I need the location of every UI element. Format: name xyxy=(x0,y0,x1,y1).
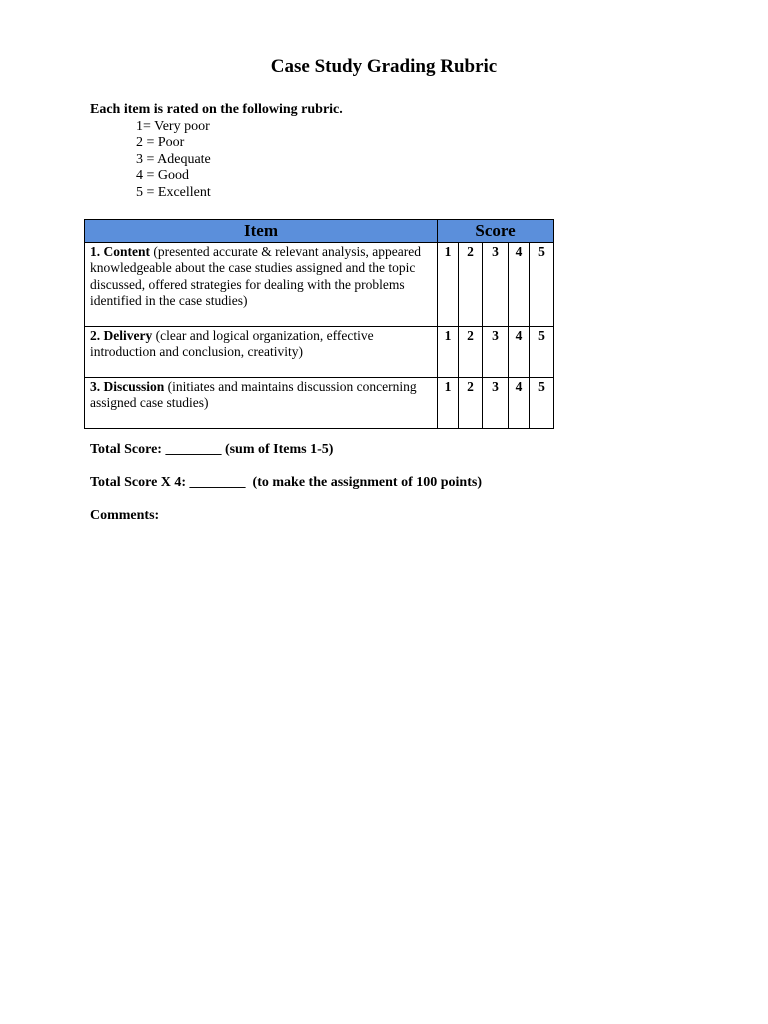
table-row xyxy=(85,378,554,429)
rubric-item-cell xyxy=(85,378,438,429)
rating-scale-item: 2 = Poor xyxy=(136,135,185,151)
score-cell: 5 xyxy=(530,378,554,429)
item-number: 2. xyxy=(90,328,101,343)
score-cell: 1 xyxy=(438,327,459,378)
item-name: Discussion xyxy=(103,379,165,394)
score-column-header: Score xyxy=(438,220,554,243)
score-cell: 2 xyxy=(459,327,483,378)
item-number: 3. xyxy=(90,379,101,394)
score-cell: 3 xyxy=(483,243,509,327)
rating-scale-item: 3 = Adequate xyxy=(136,151,211,167)
rubric-table xyxy=(84,219,554,429)
item-description: (presented accurate & relevant analysis, appeared knowledgeable about the case studies assigned and the topic discussed, offered strategies for dealing with the problems identified in the case studies) xyxy=(90,244,421,309)
rating-scale-item: 5 = Excellent xyxy=(136,184,211,200)
score-cell: 1 xyxy=(438,378,459,429)
score-cell: 2 xyxy=(459,243,483,327)
table-row xyxy=(85,327,554,378)
score-cell: 1 xyxy=(438,243,459,327)
table-row xyxy=(85,243,554,327)
total-score-x4-line: Total Score X 4: ________ (to make the assignment of 100 points) xyxy=(90,475,482,490)
rating-scale-list xyxy=(136,119,211,201)
score-cell: 5 xyxy=(530,243,554,327)
rubric-item-cell xyxy=(85,243,438,327)
score-cell: 2 xyxy=(459,378,483,429)
item-number: 1. xyxy=(90,244,101,259)
rating-scale-item: 4 = Good xyxy=(136,168,190,184)
total-score-line: Total Score: ________ (sum of Items 1-5) xyxy=(90,442,334,457)
score-cell: 5 xyxy=(530,327,554,378)
item-name: Delivery xyxy=(103,328,153,343)
rubric-item-cell xyxy=(85,327,438,378)
score-cell: 4 xyxy=(509,378,530,429)
score-cell: 3 xyxy=(483,327,509,378)
comments-label: Comments: xyxy=(90,508,160,523)
table-header-row xyxy=(85,220,554,243)
score-cell: 3 xyxy=(483,378,509,429)
rating-scale-item: 1= Very poor xyxy=(136,119,210,134)
item-description: (initiates and maintains discussion concerning assigned case studies) xyxy=(90,379,417,411)
page-title: Case Study Grading Rubric xyxy=(270,56,498,77)
rubric-intro: Each item is rated on the following rubric. xyxy=(90,102,343,117)
score-cell: 4 xyxy=(509,243,530,327)
item-column-header: Item xyxy=(85,220,438,243)
score-cell: 4 xyxy=(509,327,530,378)
item-name: Content xyxy=(103,244,150,259)
item-description: (clear and logical organization, effective introduction and conclusion, creativity) xyxy=(90,328,374,360)
